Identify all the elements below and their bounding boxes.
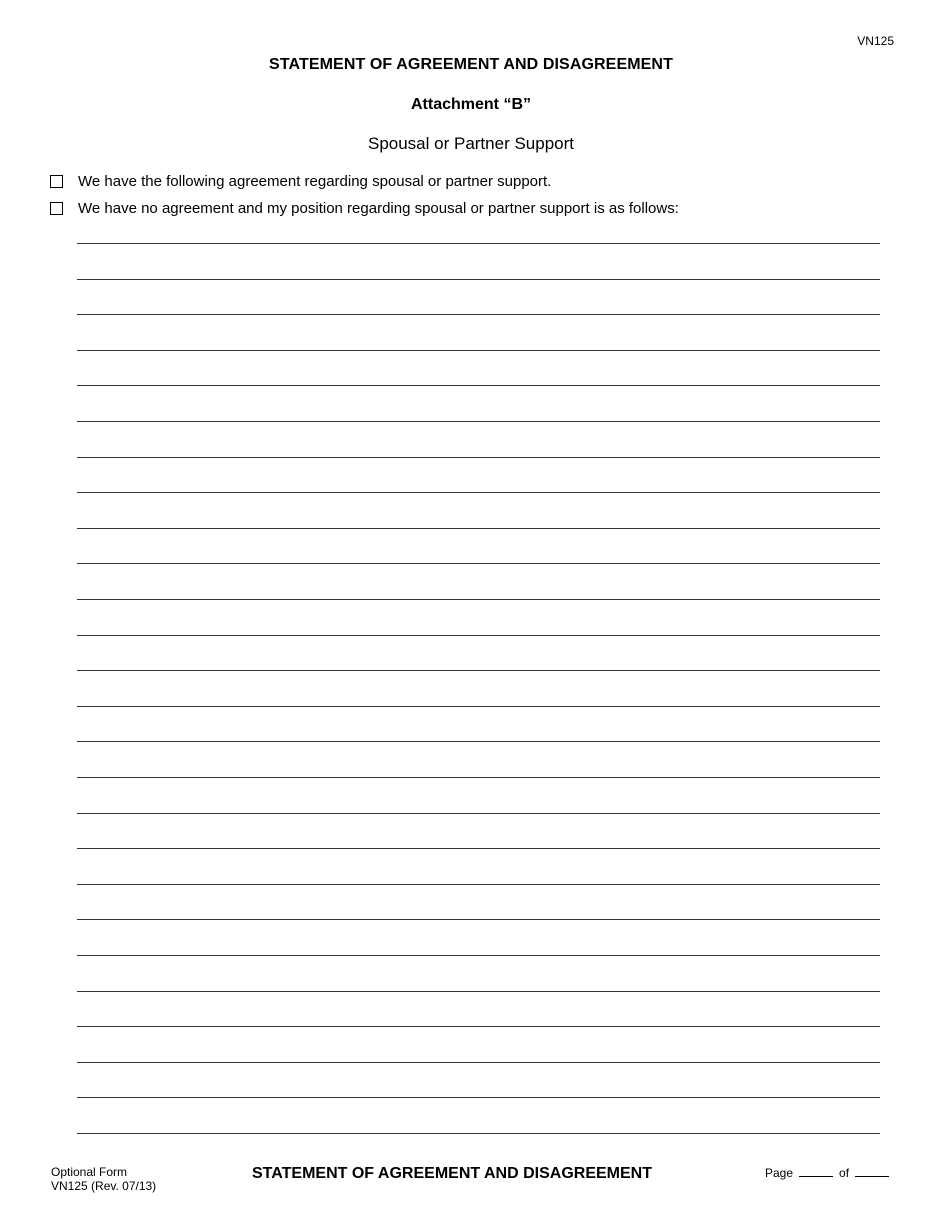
writing-line[interactable] [77,385,880,386]
footer-form-type: Optional Form [51,1165,128,1179]
writing-line[interactable] [77,599,880,600]
writing-line[interactable] [77,741,880,742]
page-total-blank[interactable] [855,1165,889,1177]
no-agreement-option-label: We have no agreement and my position regarding spousal or partner support is as follows: [78,200,679,217]
writing-line[interactable] [77,350,880,351]
writing-line[interactable] [77,1097,880,1098]
writing-line[interactable] [77,635,880,636]
writing-line[interactable] [77,279,880,280]
page-numbering [765,1165,895,1180]
writing-line[interactable] [77,919,880,920]
subject-heading: Spousal or Partner Support [367,134,574,153]
writing-line[interactable] [77,706,880,707]
writing-line[interactable] [77,991,880,992]
writing-line[interactable] [77,1026,880,1027]
writing-line[interactable] [77,848,880,849]
writing-line[interactable] [77,1062,880,1063]
no-agreement-checkbox[interactable] [50,202,63,215]
writing-line[interactable] [77,955,880,956]
writing-line[interactable] [77,457,880,458]
of-label: of [839,1166,850,1180]
writing-line[interactable] [77,492,880,493]
footer-form-revision: VN125 (Rev. 07/13) [51,1179,157,1193]
page-label: Page [765,1166,794,1180]
footer-title: STATEMENT OF AGREEMENT AND DISAGREEMENT [252,1165,652,1182]
writing-line[interactable] [77,777,880,778]
page-title: STATEMENT OF AGREEMENT AND DISAGREEMENT [269,56,673,73]
writing-line[interactable] [77,884,880,885]
footer-form-info [51,1165,156,1193]
writing-line[interactable] [77,243,880,244]
writing-line[interactable] [77,1133,880,1134]
agreement-checkbox[interactable] [50,175,63,188]
writing-line[interactable] [77,314,880,315]
writing-line[interactable] [77,421,880,422]
writing-line[interactable] [77,670,880,671]
attachment-label: Attachment “B” [410,96,531,113]
writing-line[interactable] [77,528,880,529]
writing-line[interactable] [77,813,880,814]
writing-line[interactable] [77,563,880,564]
page-number-blank[interactable] [799,1165,833,1177]
form-id: VN125 [857,34,894,48]
agreement-option-label: We have the following agreement regarding spousal or partner support. [78,173,552,190]
writing-area[interactable] [77,0,880,1230]
